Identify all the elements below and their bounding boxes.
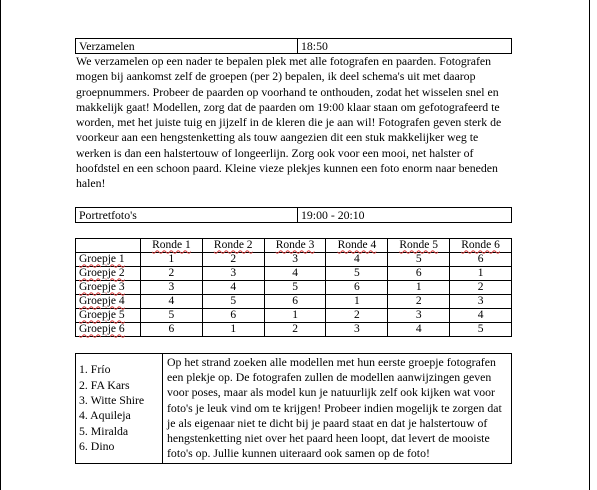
table-cell: 1: [388, 280, 450, 294]
table-cell: 1: [264, 308, 326, 322]
table-row: [76, 322, 512, 336]
portret-time: 19:00 - 20:10: [298, 207, 512, 222]
schedule-table: [75, 238, 512, 337]
table-cell: 5: [326, 266, 388, 280]
horse-item: 2. FA Kars: [79, 377, 130, 392]
row-label: Groepje 4: [76, 294, 141, 308]
table-cell: 2: [326, 308, 388, 322]
schedule-header-row: [76, 238, 512, 252]
table-cell: 2: [202, 252, 264, 266]
table-cell: 1: [450, 266, 512, 280]
table-cell: 3: [388, 308, 450, 322]
table-row: [76, 280, 512, 294]
table-cell: 2: [264, 322, 326, 336]
table-cell: 6: [326, 280, 388, 294]
table-cell: 2: [450, 280, 512, 294]
table-cell: 1: [202, 322, 264, 336]
row-label: Groepje 1: [76, 252, 141, 266]
page-edge-left: [0, 0, 1, 490]
table-row: [76, 266, 512, 280]
table-row: [76, 294, 512, 308]
row-label: Groepje 3: [76, 280, 141, 294]
table-cell: 6: [141, 322, 203, 336]
table-cell: 5: [450, 322, 512, 336]
column-header: Ronde 2: [202, 238, 264, 252]
table-cell: 5: [141, 308, 203, 322]
table-cell: 1: [141, 252, 203, 266]
table-cell: 3: [264, 252, 326, 266]
row-label: Groepje 2: [76, 266, 141, 280]
column-header: Ronde 5: [388, 238, 450, 252]
horse-list-cell: [76, 353, 163, 463]
intro-paragraph: We verzamelen op een nader te bepalen plek met alle fotografen en paarden. Fotografen mogen bij aankomst zelf de groepen (per 2) bepalen, ik deel schema's uit met daarop groepnummers. Probeer de paarden op voorhand te onthouden, zodat het wisselen snel en makkelijk gaat! Modellen, zorg dat de paarden om 19:00 klaar staan om gefotografeerd te worden, met het juiste tuig en jijzelf in de kleren die je aan wil! Fotografen geven sterk de voorkeur aan een hengstenketting als touw aangezien dit een stuk makkelijker weg te werken is dan een halstertouw of longeerlijn. Zorg ook voor een mooi, net halster of hoofdstel en een schoon paard. Kleine vieze plekjes kunnen een foto enorm naar beneden halen!: [76, 54, 502, 191]
table-cell: 4: [388, 322, 450, 336]
schedule-corner: [76, 238, 141, 252]
verzamelen-title: Verzamelen: [76, 39, 298, 54]
portret-title: Portretfoto's: [76, 207, 298, 222]
table-cell: 6: [202, 308, 264, 322]
table-cell: 3: [202, 266, 264, 280]
column-header: Ronde 6: [450, 238, 512, 252]
table-cell: 5: [264, 280, 326, 294]
horse-item: 1. Frío: [79, 362, 111, 377]
table-cell: 5: [388, 252, 450, 266]
document-page: [75, 38, 512, 464]
table-cell: 5: [202, 294, 264, 308]
table-cell: 6: [264, 294, 326, 308]
table-row: [76, 252, 512, 266]
table-cell: 6: [388, 266, 450, 280]
column-header: Ronde 4: [326, 238, 388, 252]
row-label: Groepje 5: [76, 308, 141, 322]
horse-list: [79, 362, 159, 454]
portret-header: [75, 207, 512, 223]
table-cell: 3: [141, 280, 203, 294]
table-cell: 2: [141, 266, 203, 280]
table-cell: 4: [202, 280, 264, 294]
table-cell: 3: [450, 294, 512, 308]
horse-item: 4. Aquileja: [79, 408, 131, 423]
instructions-text: Op het strand zoeken alle modellen met hun eerste groepje fotografen een plekje op. De fotografen zullen de modellen aanwijzingen geven voor poses, maar als model kun je natuurlijk zelf ook kijken wat voor foto's je leuk vind om te krijgen! Probeer indien mogelijk te zorgen dat je als eigenaar niet te dicht bij je paard staat en dat je halstertouw of hengstenketting niet over het paard heen loopt, dat levert de mooiste foto's op. Jullie kunnen uiteraard ook samen op de foto!: [163, 353, 512, 463]
horses-table: [75, 353, 512, 464]
table-cell: 3: [326, 322, 388, 336]
column-header: Ronde 1: [141, 238, 203, 252]
table-cell: 2: [388, 294, 450, 308]
horse-item: 6. Dino: [79, 438, 115, 453]
table-cell: 4: [450, 308, 512, 322]
table-row: [76, 308, 512, 322]
horse-item: 3. Witte Shire: [79, 392, 145, 407]
page-edge-right: [589, 0, 590, 490]
verzamelen-header: [75, 38, 512, 54]
row-label: Groepje 6: [76, 322, 141, 336]
horse-item: 5. Miralda: [79, 423, 129, 438]
column-header: Ronde 3: [264, 238, 326, 252]
table-cell: 6: [450, 252, 512, 266]
table-cell: 1: [326, 294, 388, 308]
table-cell: 4: [264, 266, 326, 280]
verzamelen-time: 18:50: [298, 39, 512, 54]
table-cell: 4: [326, 252, 388, 266]
table-cell: 4: [141, 294, 203, 308]
